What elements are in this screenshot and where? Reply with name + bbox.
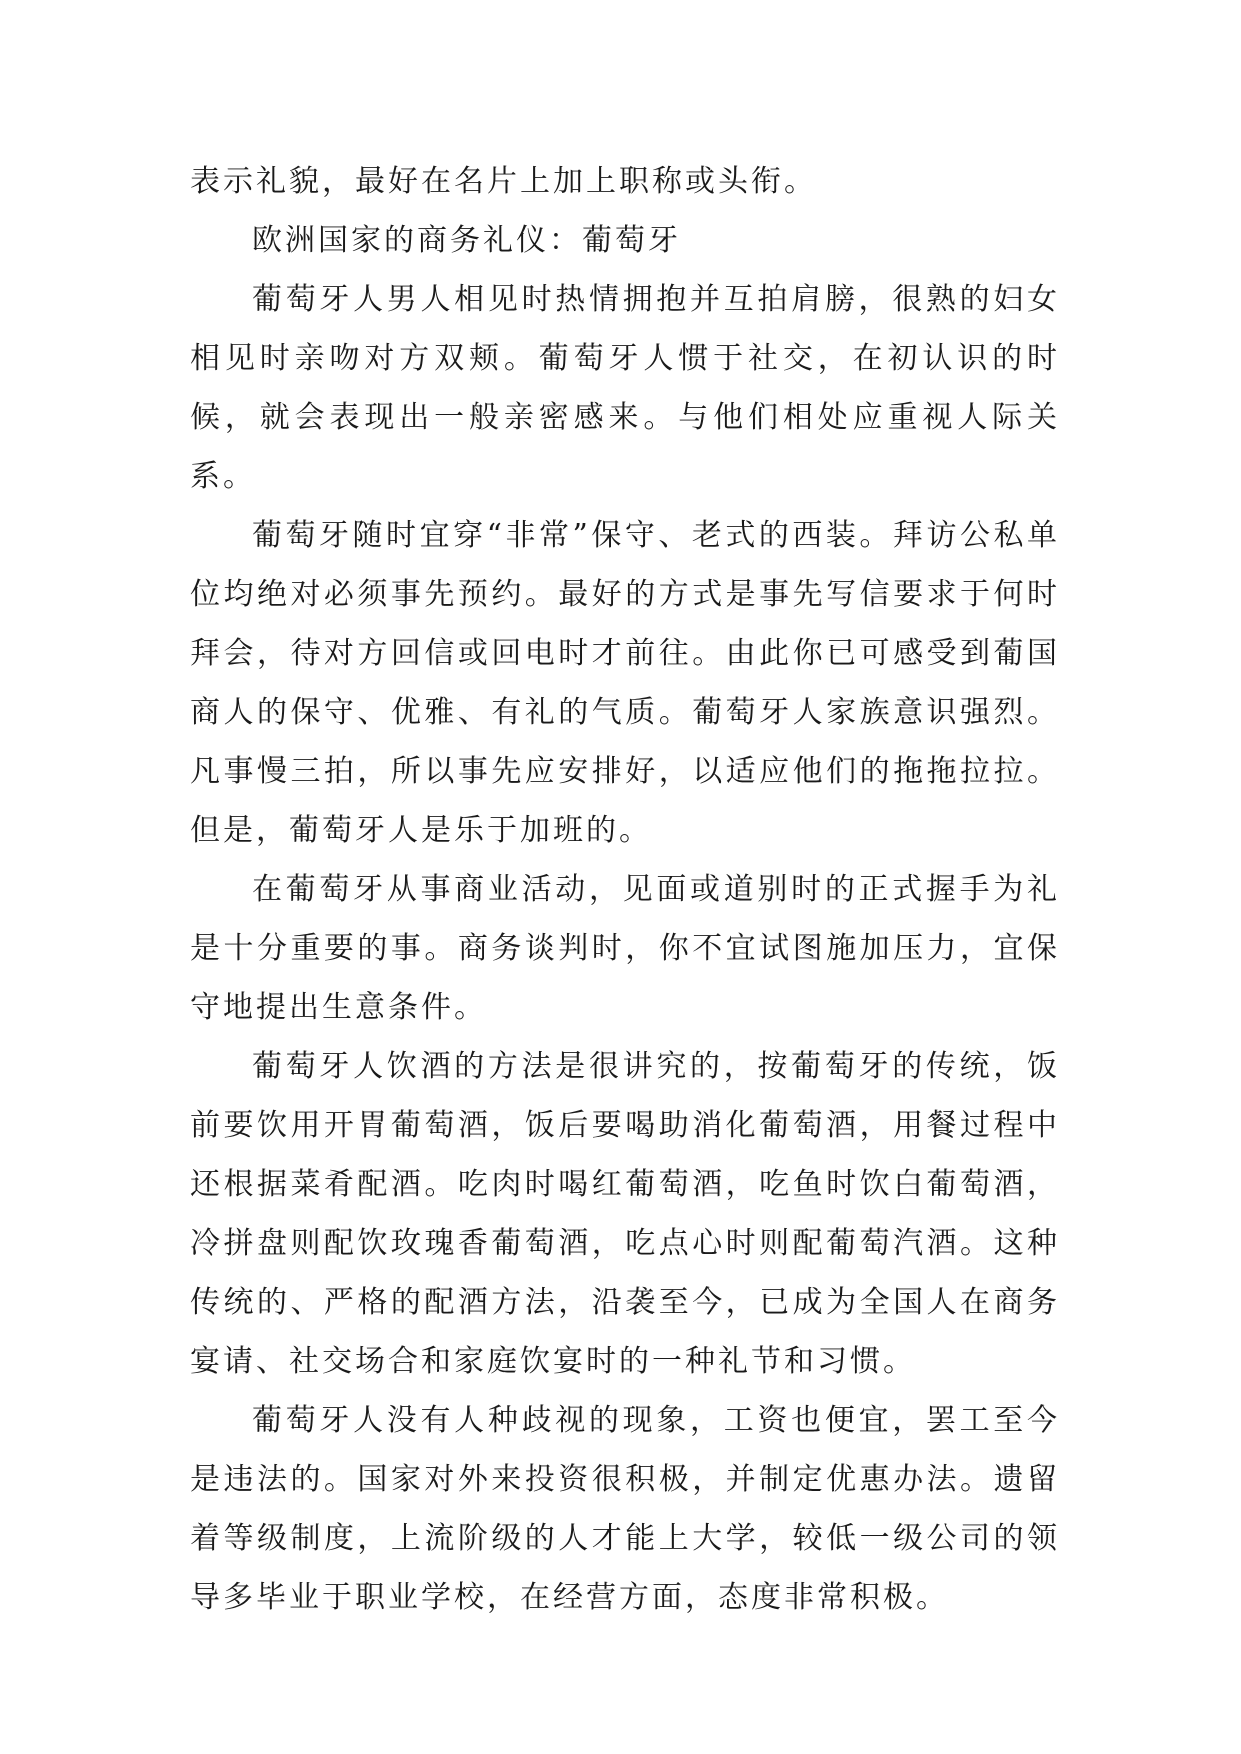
document-body bbox=[190, 152, 1060, 1627]
paragraph-continuation: 表示礼貌，最好在名片上加上职称或头衔。 bbox=[190, 164, 817, 199]
paragraph: 葡萄牙随时宜穿“非常”保守、老式的西装。拜访公私单位均绝对必须事先预约。最好的方式是事先写信要求于何时拜会，待对方回信或回电时才前往。由此你已可感受到葡国商人的保守、优雅、有礼的气质。葡萄牙人家族意识强烈。凡事慢三拍，所以事先应安排好，以适应他们的拖拖拉拉。但是，葡萄牙人是乐于加班的。 bbox=[190, 518, 1060, 848]
paragraph: 葡萄牙人男人相见时热情拥抱并互拍肩膀，很熟的妇女相见时亲吻对方双颊。葡萄牙人惯于社交，在初认识的时候，就会表现出一般亲密感来。与他们相处应重视人际关系。 bbox=[190, 282, 1060, 494]
section-heading: 欧洲国家的商务礼仪：葡萄牙 bbox=[252, 223, 681, 258]
paragraph: 葡萄牙人饮酒的方法是很讲究的，按葡萄牙的传统，饭前要饮用开胃葡萄酒，饭后要喝助消化葡萄酒，用餐过程中还根据菜肴配酒。吃肉时喝红葡萄酒，吃鱼时饮白葡萄酒，冷拼盘则配饮玫瑰香葡萄酒，吃点心时则配葡萄汽酒。这种传统的、严格的配酒方法，沿袭至今，已成为全国人在商务宴请、社交场合和家庭饮宴时的一种礼节和习惯。 bbox=[190, 1049, 1060, 1379]
paragraph: 葡萄牙人没有人种歧视的现象，工资也便宜，罢工至今是违法的。国家对外来投资很积极，并制定优惠办法。遗留着等级制度，上流阶级的人才能上大学，较低一级公司的领导多毕业于职业学校，在经营方面，态度非常积极。 bbox=[190, 1403, 1060, 1615]
paragraph: 在葡萄牙从事商业活动，见面或道别时的正式握手为礼是十分重要的事。商务谈判时，你不宜试图施加压力，宜保守地提出生意条件。 bbox=[190, 872, 1060, 1025]
